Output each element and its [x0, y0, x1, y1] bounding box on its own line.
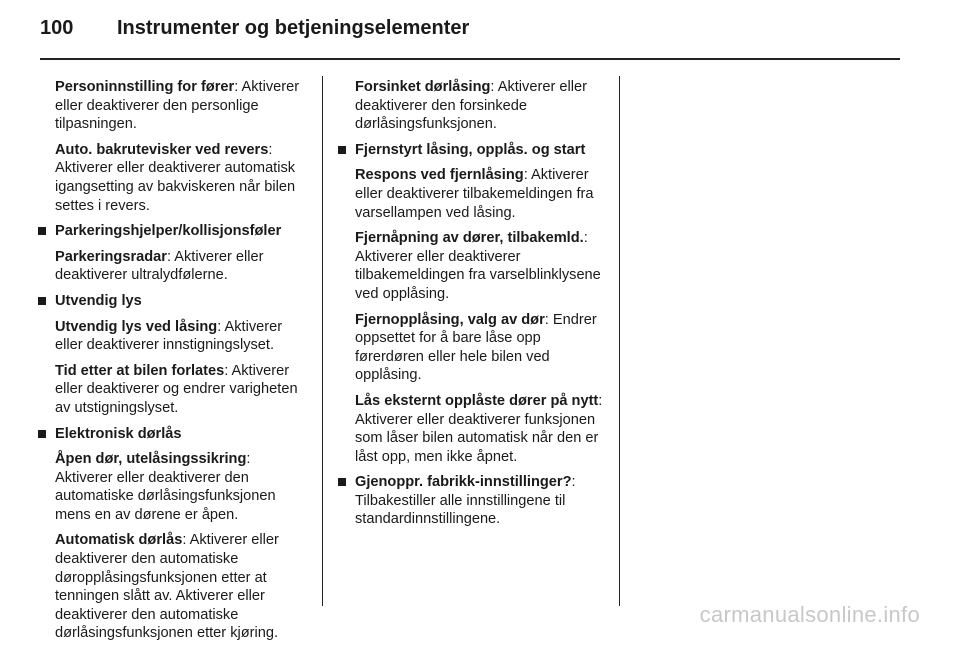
column-middle: [355, 78, 607, 536]
section-heading: Elektronisk dørlås: [55, 425, 182, 442]
setting-description: : Aktiverer eller deaktiverer funksjonen som låser bilen automatisk når den er låst opp, men ikke åpnet.: [355, 392, 603, 465]
setting-description: : Aktiverer eller deaktiverer automatisk igangsetting av bakviskeren når bilen settes i revers.: [55, 141, 296, 214]
setting-description: : Aktiverer eller deaktiverer tilbakemeldingen fra varselblinklysene ved opplåsing.: [355, 230, 601, 302]
setting-entry: [355, 392, 607, 466]
setting-description: : Aktiverer eller deaktiverer ultralydfølerne.: [55, 248, 264, 284]
setting-entry: [55, 318, 307, 355]
setting-entry: [355, 229, 607, 303]
setting-term: Åpen dør, utelåsingssikring: [55, 451, 247, 468]
setting-entry: [355, 78, 607, 134]
setting-description: : Aktiverer eller deaktiverer den personlige tilpasningen.: [55, 79, 300, 133]
setting-term: Tid etter at bilen forlates: [55, 362, 225, 379]
setting-term: Lås eksternt opplåste dører på nytt: [355, 392, 599, 409]
setting-entry: [55, 531, 307, 643]
section-heading: Utvendig lys: [55, 292, 142, 309]
setting-term: Parkeringsradar: [55, 248, 167, 265]
section-bullet: [55, 425, 307, 444]
column-divider: [619, 76, 620, 606]
setting-term: Fjernopplåsing, valg av dør: [355, 311, 545, 328]
bullet-square-icon: [338, 146, 346, 154]
setting-description: : Aktiverer eller deaktiverer tilbakemeldingen fra varsellampen ved låsing.: [355, 167, 594, 221]
setting-entry: [55, 248, 307, 285]
section-bullet: [55, 222, 307, 241]
section-bullet: [355, 473, 607, 529]
setting-term: Auto. bakrutevisker ved revers: [55, 141, 269, 158]
setting-term: Fjernåpning av dører, tilbakemld.: [355, 230, 584, 247]
bullet-square-icon: [338, 478, 346, 486]
setting-entry: [55, 450, 307, 524]
setting-entry: [355, 166, 607, 222]
section-heading: Gjenoppr. fabrikk-innstillinger?: [355, 474, 572, 491]
setting-term: Forsinket dørlåsing: [355, 79, 491, 95]
section-heading: Fjernstyrt låsing, opplås. og start: [355, 141, 586, 158]
bullet-square-icon: [38, 227, 46, 235]
section-bullet: [55, 292, 307, 311]
setting-entry: [55, 141, 307, 215]
column-divider: [322, 76, 323, 606]
setting-description: : Aktiverer eller deaktiverer innstigningslyset.: [55, 318, 283, 354]
setting-term: Automatisk dørlås: [55, 532, 183, 549]
column-left: [55, 78, 307, 650]
setting-description: : Tilbakestiller alle innstillingene til standardinnstillingene.: [355, 474, 576, 528]
section-heading: Parkeringshjelper/kollisjonsføler: [55, 223, 282, 240]
setting-description: : Endrer oppsettet for å bare låse opp førerdøren eller hele bilen ved opplåsing.: [355, 311, 597, 384]
setting-description: : Aktiverer eller deaktiverer og endrer varigheten av utstigningslyset.: [55, 362, 298, 416]
setting-term: Respons ved fjernlåsing: [355, 167, 524, 184]
setting-entry: [355, 311, 607, 385]
setting-entry: [55, 362, 307, 418]
setting-description: : Aktiverer eller deaktiverer den automatiske døropplåsingsfunksjonen etter at tenningen slått av. Aktiverer eller deaktiverer den automatiske dørlåsingsfunksjonen etter kjøring.: [55, 532, 279, 642]
bullet-square-icon: [38, 297, 46, 305]
setting-entry: [55, 78, 307, 134]
bullet-square-icon: [38, 430, 46, 438]
setting-term: Personinnstilling for fører: [55, 79, 235, 95]
section-bullet: [355, 141, 607, 160]
setting-term: Utvendig lys ved låsing: [55, 318, 218, 335]
setting-description: : Aktiverer eller deaktiverer den automatiske dørlåsingsfunksjonen mens en av dørene er åpen.: [55, 451, 276, 523]
page-number: 100: [40, 17, 74, 39]
watermark: carmanualsonline.info: [699, 602, 920, 627]
header-rule: [40, 58, 900, 60]
setting-description: : Aktiverer eller deaktiverer den forsinkede dørlåsingsfunksjonen.: [355, 79, 587, 133]
page-title: Instrumenter og betjeningselementer: [117, 17, 470, 39]
